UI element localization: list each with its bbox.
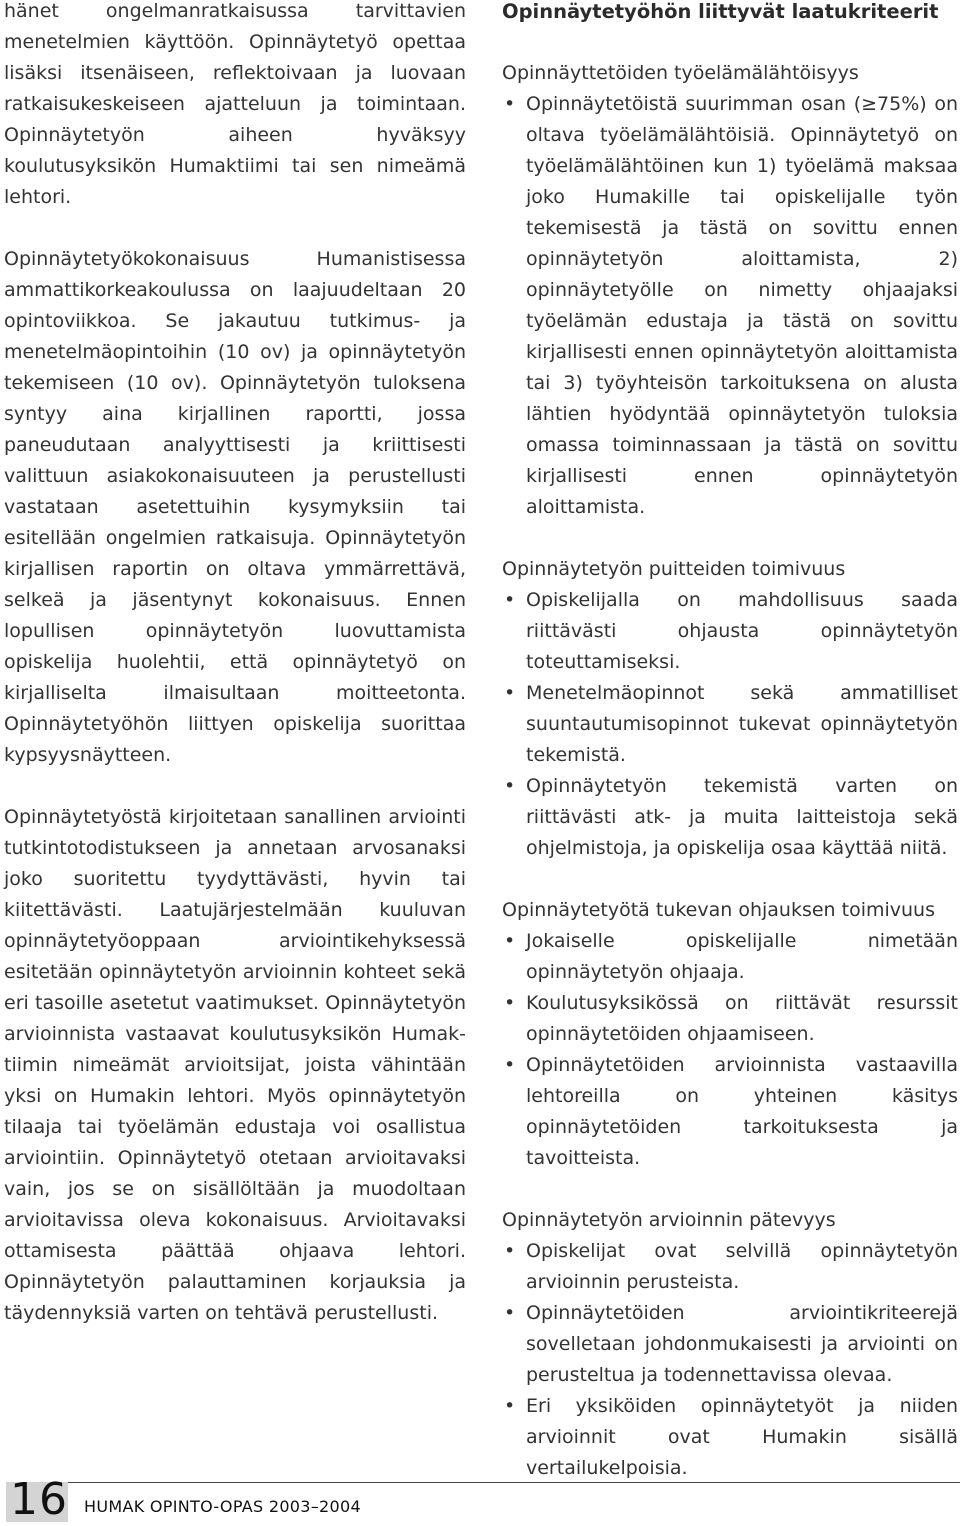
bullet-icon: • [504, 93, 516, 115]
bullet-icon: • [504, 682, 516, 704]
paragraph-assessment: Opinnäytetyöstä kirjoitetaan sanallinen arviointi tutkintotodistukseen ja annetaan arvosanaksi joko suoritettu tyydyttävästi, hyvin tai kiitettävästi. Laatujärjestelmään kuuluvan opinnäytetyöoppaan arviointikehyksessä esitetään opinnäytetyön arvioinnin kohteet sekä eri tasoille asetetut vaatimukset. Opinnäytetyön arvioinnista vastaavat koulutusyksikön Humak-tiimin nimeämät arvioitsijat, joista vähintään yksi on Humakin lehtori. Myös opinnäytetyön tilaaja tai työelämän edustaja voi osallistua arviointiin. Opinnäytetyö otetaan arvioitavaksi vain, jos se on sisällöltään ja muodoltaan arvioitavissa oleva kokonaisuus. Arvioitavaksi ottamisesta päättää ohjaava lehtori. Opinnäytetyön palauttaminen korjauksia ja täydennyksiä varten on tehtävä perustellusti. [4, 806, 466, 1324]
list-item: • Eri yksiköiden opinnäytetyöt ja niiden arvioinnit ovat Humakin sisällä vertailukelpoisia. [502, 1391, 958, 1484]
paragraph-scope: Opinnäytetyökokonaisuus Humanistisessa ammattikorkeakoulussa on laajuudeltaan 20 opintoviikkoa. Se jakautuu tutkimus- ja menetelmäopintoihin (10 ov) ja opinnäytetyön tekemiseen (10 ov). Opinnäytetyön tuloksena syntyy aina kirjallinen raportti, jossa paneudutaan analyyttisesti ja kriittisesti valittuun asiakokonaisuuteen ja perustellusti vastataan asetettuihin kysymyksiin tai esitellään ongelmien ratkaisuja. Opinnäytetyön kirjallisen raportin on oltava ymmärrettävä, selkeä ja jäsentynyt kokonaisuus. Ennen lopullisen opinnäytetyön luovuttamista opiskelija huolehtii, että opinnäytetyö on kirjalliselta ilmaisultaan moitteetonta. Opinnäytetyöhön liittyen opiskelija suorittaa kypsyysnäytteen. [4, 248, 466, 766]
footer-divider [68, 1482, 960, 1483]
left-column [4, 0, 466, 1329]
bullet-icon: • [504, 1240, 516, 1262]
page-number: 16 [10, 1474, 68, 1525]
bullet-list-framework [502, 585, 958, 864]
right-column [502, 0, 958, 1484]
page-footer [0, 1474, 960, 1525]
list-item: • Jokaiselle opiskelijalle nimetään opinnäytetyön ohjaaja. [502, 926, 958, 988]
page-number-box [6, 1474, 68, 1525]
list-item: • Opinnäytetöistä suurimman osan (≥75%) on oltava työelämälähtöisiä. Opinnäytetyö on työelämälähtöinen kun 1) työelämä maksaa joko Humakille tai opiskelijalle työn tekemisestä ja tästä on sovittu ennen opinnäytetyön aloittamista, 2) opinnäytetyölle on nimetty ohjaajaksi työelämän edustaja ja tästä on sovittu kirjallisesti ennen opinnäytetyön aloittamista tai 3) työyhteisön tarkoituksena on alusta lähtien hyödyntää opinnäytetyön tuloksia omassa toiminnassaan ja tästä on sovittu kirjallisesti ennen opinnäytetyön aloittamista. [502, 89, 958, 523]
list-item: • Opiskelijalla on mahdollisuus saada riittävästi ohjausta opinnäytetyön toteuttamiseksi. [502, 585, 958, 678]
bullet-icon: • [504, 930, 516, 952]
bullet-icon: • [504, 775, 516, 797]
bullet-icon: • [504, 1302, 516, 1324]
publication-title: HUMAK OPINTO-OPAS 2003–2004 [84, 1497, 361, 1516]
paragraph-intro-continuation: hänet ongelmanratkaisussa tarvittavien menetelmien käyttöön. Opinnäytetyö opettaa lisäksi itsenäiseen, reflektoivaan ja luovaan ratkaisukeskeiseen ajatteluun ja toimintaan. Opinnäytetyön aiheen hyväksyy koulutusyksikön Humaktiimi tai sen nimeämä lehtori. [4, 0, 466, 208]
bullet-list-guidance [502, 926, 958, 1174]
bullet-list-validity [502, 1236, 958, 1484]
section-heading-framework: Opinnäytetyön puitteiden toimivuus [502, 558, 846, 580]
section-heading-validity: Opinnäytetyön arvioinnin pätevyys [502, 1209, 836, 1231]
list-item: • Opinnäytetöiden arvioinnista vastaavilla lehtoreilla on yhteinen käsitys opinnäytetöiden tarkoituksesta ja tavoitteista. [502, 1050, 958, 1174]
list-item: • Opinnäytetyön tekemistä varten on riittävästi atk- ja muita laitteistoja sekä ohjelmistoja, ja opiskelija osaa käyttää niitä. [502, 771, 958, 864]
list-item: • Menetelmäopinnot sekä ammatilliset suuntautumisopinnot tukevat opinnäytetyön tekemistä. [502, 678, 958, 771]
quality-criteria-title: Opinnäytetyöhön liittyvät laatukriteerit [502, 0, 939, 23]
bullet-list-working-life [502, 89, 958, 523]
bullet-icon: • [504, 589, 516, 611]
list-item: • Koulutusyksikössä on riittävät resurssit opinnäytetöiden ohjaamiseen. [502, 988, 958, 1050]
section-heading-working-life: Opinnäyttetöiden työelämälähtöisyys [502, 62, 859, 84]
bullet-icon: • [504, 1054, 516, 1076]
bullet-icon: • [504, 992, 516, 1014]
list-item: • Opinnäytetöiden arviointikriteerejä sovelletaan johdonmukaisesti ja arviointi on perusteltua ja todennettavissa olevaa. [502, 1298, 958, 1391]
list-item: • Opiskelijat ovat selvillä opinnäytetyön arvioinnin perusteista. [502, 1236, 958, 1298]
bullet-icon: • [504, 1395, 516, 1417]
section-heading-guidance: Opinnäytetyötä tukevan ohjauksen toimivuus [502, 899, 936, 921]
